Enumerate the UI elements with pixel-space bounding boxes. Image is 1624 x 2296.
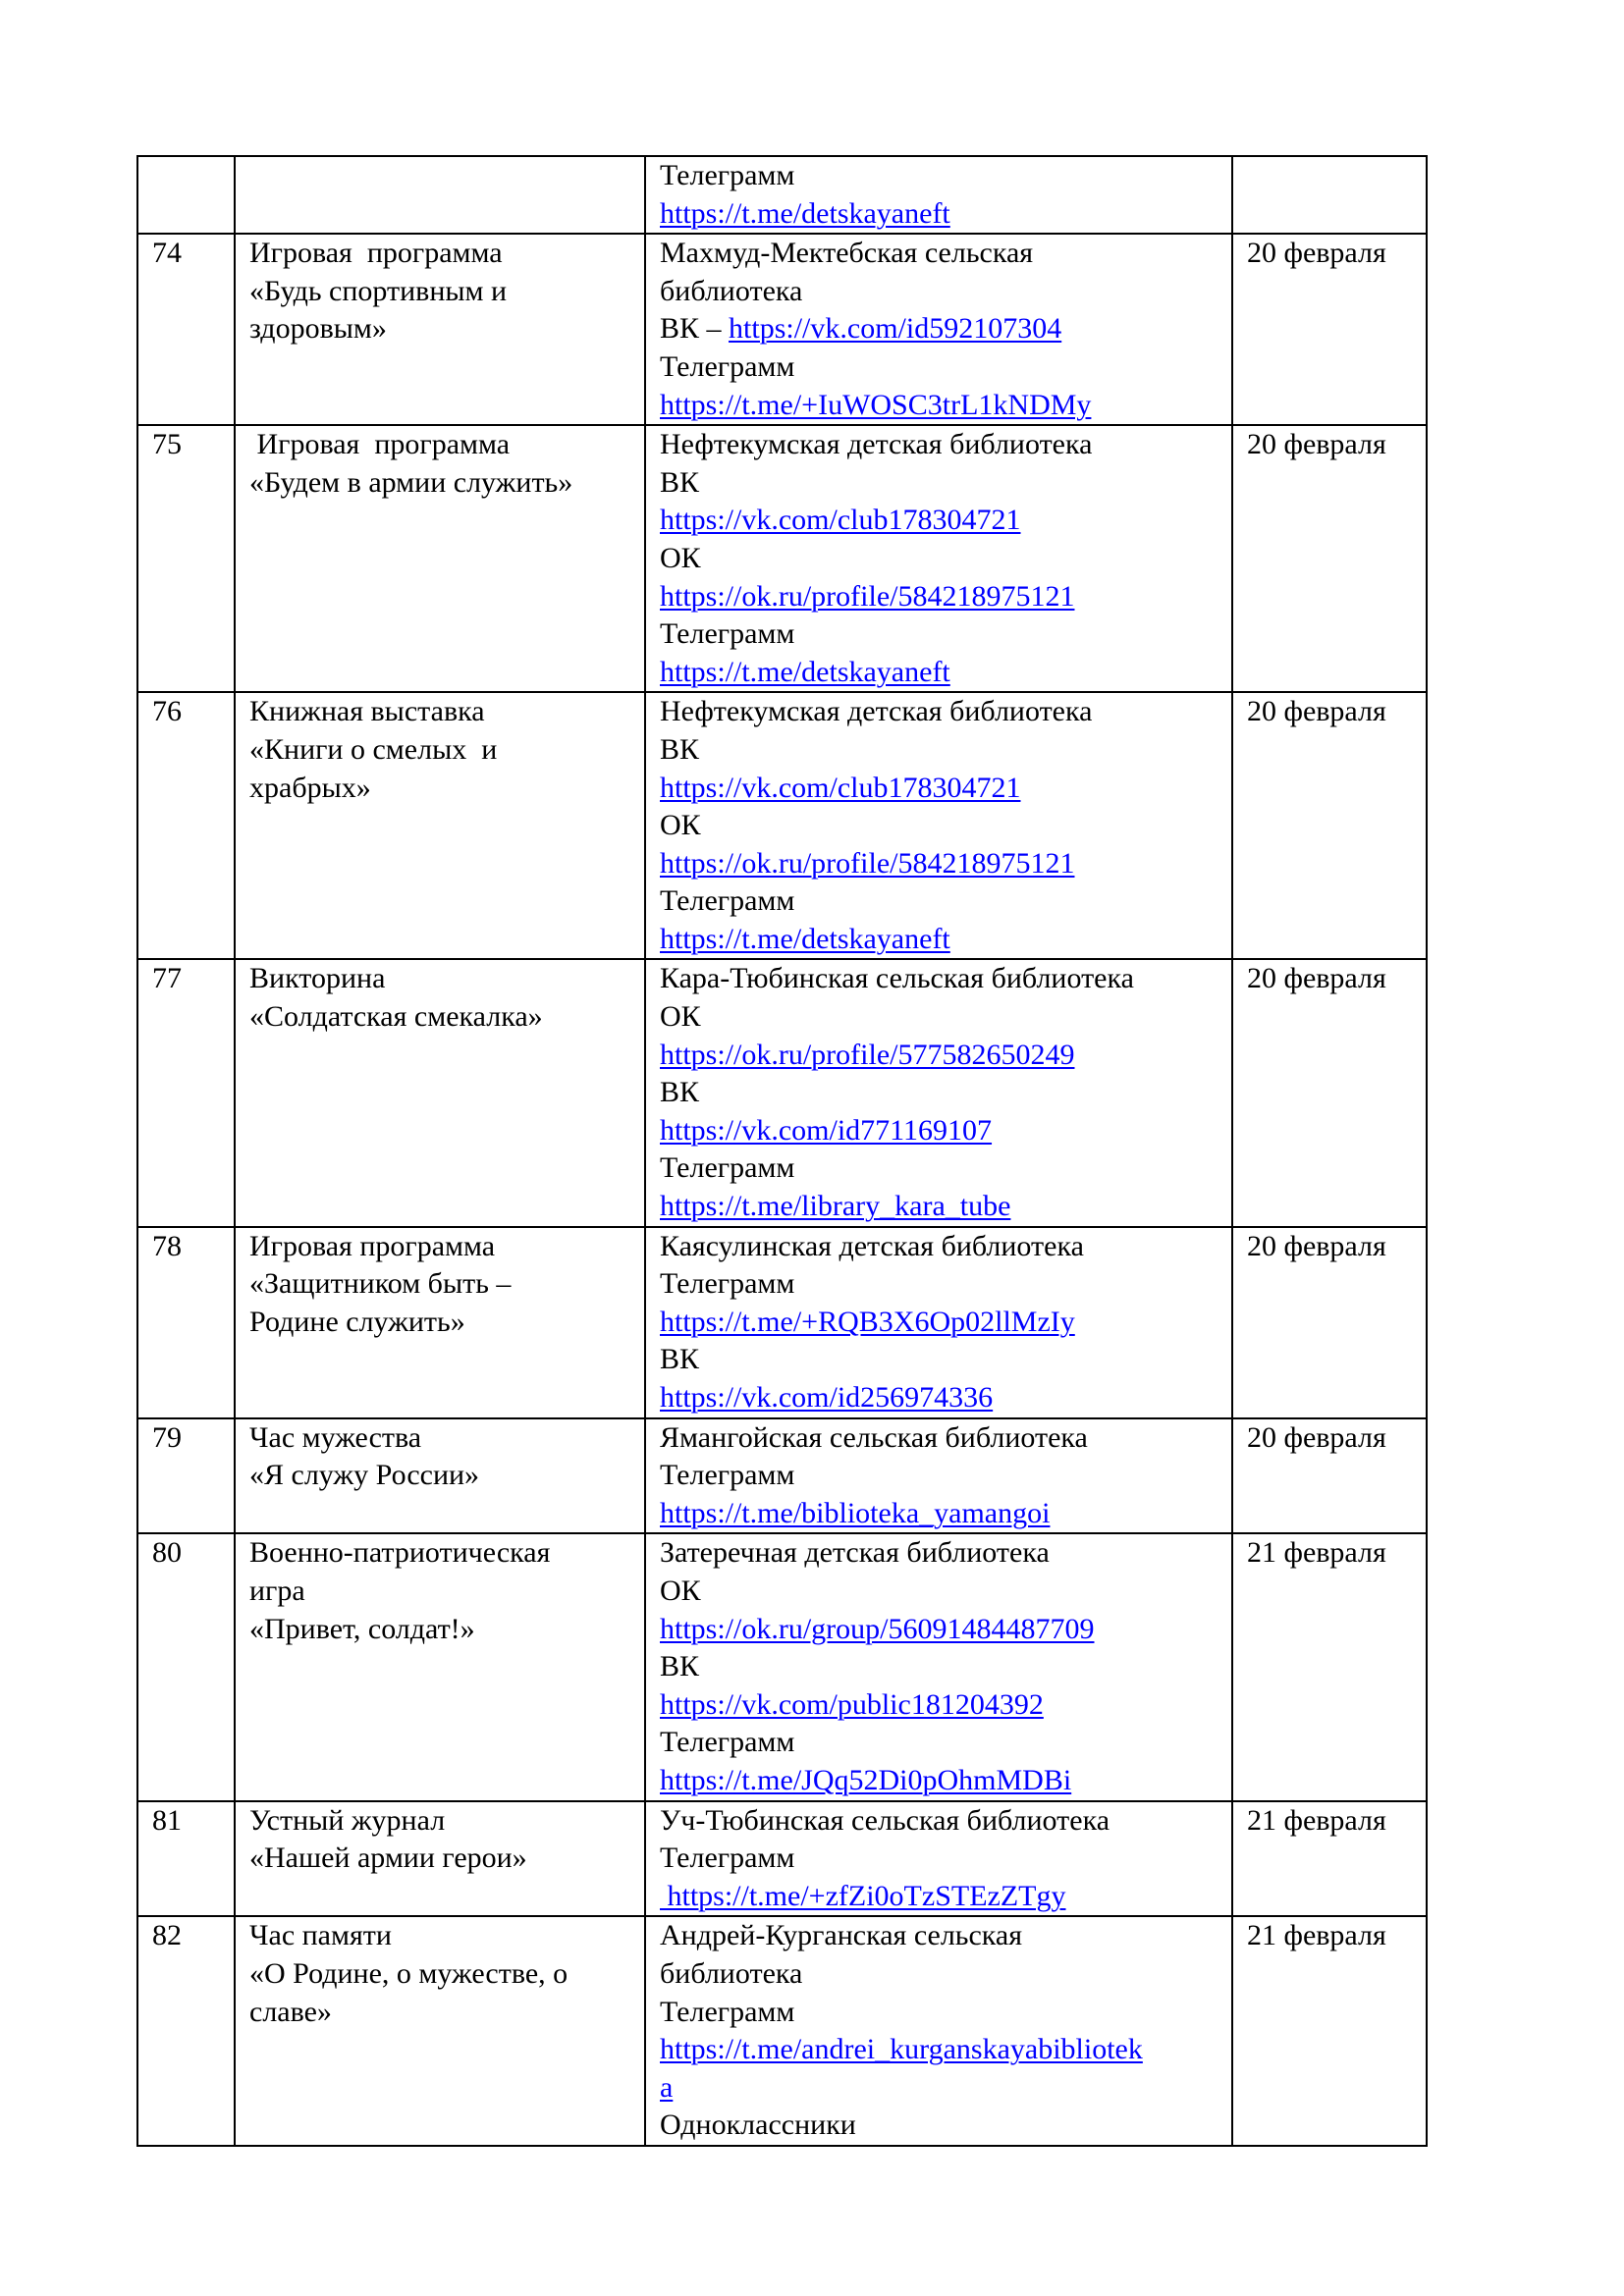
event-name-line: «О Родине, о мужестве, о (249, 1956, 568, 1990)
event-date: 20 февраля (1247, 428, 1386, 461)
event-name-line: Родине служить» (249, 1305, 465, 1338)
table-row (137, 1801, 1427, 1917)
venue-line: Телеграмм (660, 1151, 795, 1185)
event-name-line: славе» (249, 1995, 332, 2028)
venue-line: библиотека (660, 1956, 803, 1990)
venue-cell (645, 692, 1232, 959)
row-number-cell (137, 1801, 235, 1917)
venue-link[interactable]: https://t.me/+IuWOSC3trL1kNDMy (660, 388, 1092, 421)
event-name-cell (235, 1801, 645, 1917)
event-name-line: Час мужества (249, 1420, 422, 1454)
venue-link[interactable]: https://vk.com/id256974336 (660, 1381, 994, 1414)
venue-link[interactable]: https://t.me/detskayaneft (660, 196, 950, 230)
venue-line: Телеграмм (660, 159, 795, 191)
venue-line: Затеречная детская библиотека (660, 1536, 1050, 1570)
event-name-line: Игровая программа (249, 237, 503, 270)
event-date-cell (1232, 1801, 1427, 1917)
venue-line: Телеграмм (660, 1995, 795, 2028)
event-name-line: «Я служу России» (249, 1459, 480, 1492)
row-number-cell (137, 692, 235, 959)
event-name-cell (235, 1227, 645, 1418)
venue-line: ВК (660, 1076, 700, 1109)
event-name-cell (235, 156, 645, 234)
venue-line: ОК (660, 541, 701, 574)
venue-line: Телеграмм (660, 1842, 795, 1875)
venue-link[interactable]: https://ok.ru/profile/584218975121 (660, 846, 1075, 880)
event-name-line: «Будем в армии служить» (249, 465, 573, 499)
row-number-cell (137, 425, 235, 692)
row-number: 75 (152, 428, 182, 461)
event-date: 20 февраля (1247, 962, 1386, 995)
event-date-cell (1232, 1227, 1427, 1418)
venue-line: ОК (660, 809, 701, 842)
event-name-line: Игровая программа (249, 428, 511, 461)
row-number-cell (137, 156, 235, 234)
row-number-cell (137, 1418, 235, 1534)
event-date: 21 февраля (1247, 1536, 1386, 1570)
venue-line: ВК (660, 732, 700, 766)
venue-cell (645, 959, 1232, 1226)
event-name-line: храбрых» (249, 771, 371, 804)
table-row (137, 692, 1427, 959)
event-name-line: «Привет, солдат!» (249, 1612, 475, 1645)
event-date: 21 февраля (1247, 1919, 1386, 1952)
venue-link[interactable]: https://vk.com/club178304721 (660, 504, 1021, 537)
venue-cell (645, 156, 1232, 234)
venue-line: Нефтекумская детская библиотека (660, 428, 1093, 461)
event-name-line: Устный журнал (249, 1803, 446, 1837)
venue-cell (645, 1916, 1232, 2146)
venue-label: ВК – (660, 312, 730, 346)
row-number-cell (137, 1227, 235, 1418)
venue-cell (645, 234, 1232, 425)
venue-line: Махмуд-Мектебская сельская (660, 237, 1034, 270)
events-table-body (137, 156, 1427, 2146)
event-name-line: Час памяти (249, 1919, 392, 1952)
event-name-line: Игровая программа (249, 1229, 496, 1262)
venue-line: Телеграмм (660, 1267, 795, 1301)
row-number: 76 (152, 695, 182, 728)
event-date-cell (1232, 959, 1427, 1226)
venue-link[interactable]: https://vk.com/public181204392 (660, 1687, 1044, 1721)
event-date: 20 февраля (1247, 1229, 1386, 1262)
event-date: 20 февраля (1247, 695, 1386, 728)
venue-link[interactable]: https://ok.ru/profile/577582650249 (660, 1038, 1075, 1071)
venue-cell (645, 1533, 1232, 1800)
event-date: 20 февраля (1247, 1420, 1386, 1454)
event-name-cell (235, 425, 645, 692)
row-number: 74 (152, 237, 182, 270)
venue-link[interactable]: https://ok.ru/group/56091484487709 (660, 1612, 1095, 1645)
venue-cell (645, 1801, 1232, 1917)
row-number: 77 (152, 962, 182, 995)
venue-link[interactable]: https://t.me/detskayaneft (660, 655, 950, 688)
venue-link[interactable]: https://vk.com/club178304721 (660, 771, 1021, 804)
venue-cell (645, 1227, 1232, 1418)
venue-line: Телеграмм (660, 349, 795, 383)
table-row (137, 1533, 1427, 1800)
venue-link[interactable]: https://t.me/andrei_kurganskayabibliotek (660, 2033, 1143, 2066)
venue-line: Уч-Тюбинская сельская библиотека (660, 1803, 1110, 1837)
event-date-cell (1232, 425, 1427, 692)
event-name-line: «Книги о смелых и (249, 732, 498, 766)
event-name-cell (235, 1916, 645, 2146)
venue-link[interactable]: https://t.me/biblioteka_yamangoi (660, 1496, 1051, 1529)
event-name-line: «Солдатская смекалка» (249, 1000, 543, 1034)
venue-line: Телеграмм (660, 1726, 795, 1759)
venue-cell (645, 425, 1232, 692)
event-name-cell (235, 1418, 645, 1534)
venue-line: Нефтекумская детская библиотека (660, 695, 1093, 728)
row-number: 79 (152, 1420, 182, 1454)
event-name-cell (235, 234, 645, 425)
venue-line: ОК (660, 1000, 701, 1034)
venue-link[interactable]: https://ok.ru/profile/584218975121 (660, 579, 1075, 613)
row-number: 80 (152, 1536, 182, 1570)
venue-link[interactable]: https://vk.com/id771169107 (660, 1113, 993, 1147)
venue-line: Каясулинская детская библиотека (660, 1229, 1084, 1262)
event-date-cell (1232, 1916, 1427, 2146)
venue-line: ВК (660, 1650, 700, 1683)
venue-line: Телеграмм (660, 617, 795, 651)
event-date: 20 февраля (1247, 237, 1386, 270)
venue-link[interactable]: https://vk.com/id592107304 (729, 312, 1062, 346)
venue-line: Телеграмм (660, 1459, 795, 1492)
table-row (137, 1916, 1427, 2146)
event-name-line: Книжная выставка (249, 695, 485, 728)
venue-link[interactable]: a (660, 2070, 674, 2104)
venue-line: Ямангойская сельская библиотека (660, 1420, 1088, 1454)
venue-link[interactable]: https://t.me/+RQB3X6Op02llMzIy (660, 1305, 1075, 1338)
table-row (137, 234, 1427, 425)
row-number-cell (137, 1533, 235, 1800)
event-name-cell (235, 1533, 645, 1800)
venue-cell (645, 1418, 1232, 1534)
event-name-cell (235, 959, 645, 1226)
event-name-cell (235, 692, 645, 959)
row-number: 81 (152, 1803, 182, 1837)
venue-line: Андрей-Курганская сельская (660, 1919, 1023, 1952)
event-name-line: Военно-патриотическая (249, 1536, 551, 1570)
event-date: 21 февраля (1247, 1803, 1386, 1837)
event-date-cell (1232, 234, 1427, 425)
venue-line: Одноклассники (660, 2109, 856, 2142)
event-name-line: «Защитником быть – (249, 1267, 512, 1301)
venue-line: Телеграмм (660, 884, 795, 918)
event-date-cell (1232, 1533, 1427, 1800)
event-name-line: «Будь спортивным и (249, 274, 508, 307)
venue-link[interactable]: https://t.me/detskayaneft (660, 922, 950, 955)
venue-line: ОК (660, 1574, 701, 1607)
row-number-cell (137, 234, 235, 425)
venue-link[interactable]: https://t.me/JQq52Di0pOhmMDBi (660, 1763, 1072, 1796)
event-name-line: здоровым» (249, 312, 387, 346)
table-row (137, 959, 1427, 1226)
row-number-cell (137, 959, 235, 1226)
event-name-line: «Нашей армии герои» (249, 1842, 527, 1875)
table-row (137, 156, 1427, 234)
venue-link[interactable]: https://t.me/library_kara_tube (660, 1190, 1011, 1223)
event-date-cell (1232, 1418, 1427, 1534)
row-number-cell (137, 1916, 235, 2146)
event-date-cell (1232, 692, 1427, 959)
table-row (137, 425, 1427, 692)
table-row (137, 1227, 1427, 1418)
row-number: 78 (152, 1229, 182, 1262)
venue-line (660, 310, 1231, 348)
event-name-line: Викторина (249, 962, 386, 995)
row-number: 82 (152, 1919, 182, 1952)
event-date-cell (1232, 156, 1427, 234)
venue-line: ВК (660, 465, 700, 499)
venue-link[interactable]: https://t.me/+zfZi0oTzSTEzZTgy (660, 1879, 1066, 1912)
table-row (137, 1418, 1427, 1534)
venue-line: библиотека (660, 274, 803, 307)
venue-line: Кара-Тюбинская сельская библиотека (660, 962, 1134, 995)
event-name-line: игра (249, 1574, 305, 1607)
venue-line: ВК (660, 1343, 700, 1376)
events-table (136, 155, 1428, 2147)
